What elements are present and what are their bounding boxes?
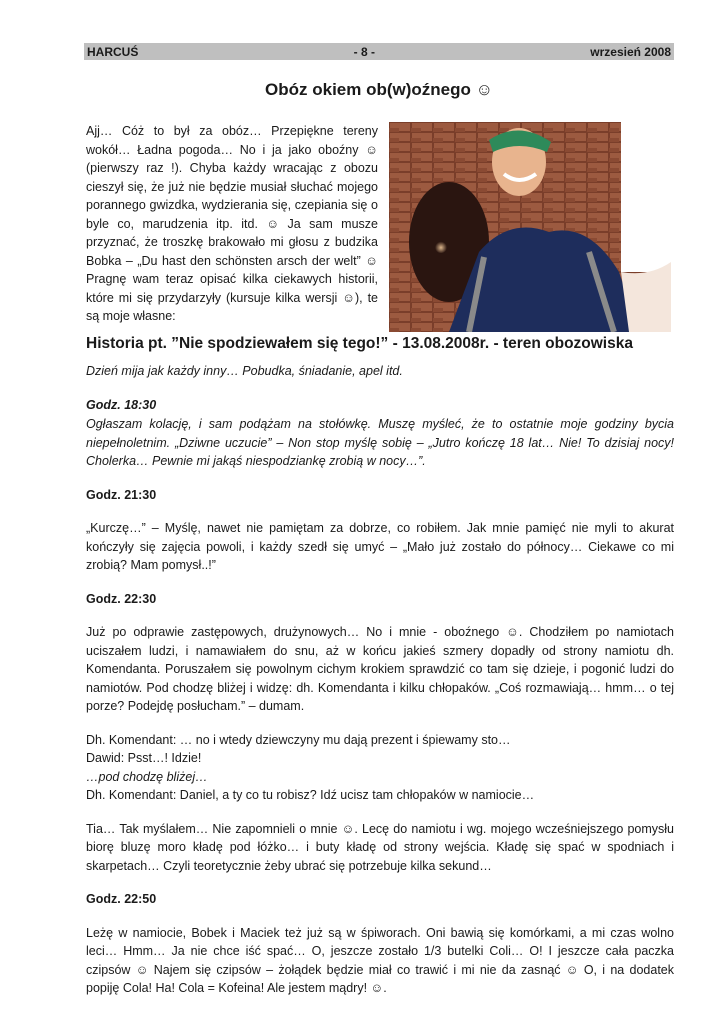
header-page-number: - 8 - (353, 44, 375, 59)
time-label-2230: Godz. 22:30 (86, 591, 157, 606)
story-intro-line: Dzień mija jak każdy inny… Pobudka, śniadanie, apel itd. (86, 364, 403, 378)
time-label-2130: Godz. 21:30 (86, 487, 157, 502)
dialogue-line-3: …pod chodzę bliżej… (86, 769, 208, 784)
time-label-2250: Godz. 22:50 (86, 892, 157, 906)
header-publication: HARCUŚ (87, 44, 139, 59)
paragraph-2230: Już po odprawie zastępowych, drużynowych… No i mnie - oboźnego ☺. Chodziłem po namiotach uciszałem ludzi, i namawiałem do snu, aż w końcu jakieś szmery dopadły od strony namiotu dh. Komendanta. Poruszałem się powolnym cichym krokiem sprawdzić co tam się dzieje, i pogonić ludzi do namiotów. Pod chodzę bliżej i widzę: dh. Komendanta i kilku chłopaków. „Coś rozmawiają… hmm… o tej porze? Podejdę posłucham.” – dumam. (86, 625, 674, 713)
dialogue-line-4: Dh. Komendant: Daniel, a ty co tu robisz? Idź ucisz tam chłopaków w namiocie… (86, 788, 535, 802)
paragraph-1830: Ogłaszam kolację, i sam podążam na stołówkę. Muszę myśleć, że to ostatnie moje godziny bycia niepełnoletnim. „Dziwne uczucie” – Non stop myślę sobię – „Jutro kończę 18 lat… Nie! To dzisiaj nocy! Cholerka… Pewnie mi jakąś niespodziankę zrobią w nocy…”. (86, 417, 674, 468)
article-photo (389, 122, 671, 332)
paragraph-2230-continued: Tia… Tak myślałem… Nie zapomnieli o mnie ☺. Lecę do namiotu i wg. mojego wcześniejszego pomysłu biorę bluzę moro kładę pod łóżko… i buty kładę od strony wejścia. Kładę się spać w spodniach i skarpetach… Czyli teoretycznie żeby ubrać się potrzebuje kilka sekund… (86, 821, 674, 873)
intro-paragraph: Ajj… Cóż to był za obóz… Przepiękne tereny wokół… Ładna pogoda… No i ja jako oboźny ☺ (pierwszy raz !). Chyba każdy wracając z obozu cieszył się, że już nie będzie musiał słuchać mojego porannego gwizdka, wydzierania się, czepiania się o byle co, marudzenia itp. itd. ☺ Ja sam musze przyznać, że troszkę brakowało mi głosu z budzika Bobka – „Du hast den schönsten arsch der welt” ☺ Pragnę wam teraz opisać kilka ciekawych historii, które mi się przydarzyły (kursuje kilka wersji ☺), te są moje własne: (86, 124, 378, 323)
dialogue-line-2: Dawid: Psst…! Idzie! (86, 751, 202, 765)
article-title: Obóz okiem ob(w)oźnego ☺ (265, 80, 493, 99)
section-title: Historia pt. ”Nie spodziewałem się tego!” - 13.08.2008r. - teren obozowiska (86, 335, 633, 352)
time-label-1830: Godz. 18:30 (86, 397, 157, 412)
header-date: wrzesień 2008 (590, 44, 671, 59)
page-header (84, 43, 674, 60)
story-content (86, 362, 674, 1013)
paragraph-2130: „Kurczę…” – Myślę, nawet nie pamiętam za dobrze, co robiłem. Jak mnie pamięć nie myli to akurat kończyły się zajęcia powoli, i każdy szedł się umyć – „Mało już zostało do północy… Ciekawe co mi zrobią? Mam pomysł..!” (86, 521, 674, 572)
paragraph-2250: Leżę w namiocie, Bobek i Maciek też już są w śpiworach. Oni bawią się komórkami, a mi czas wolno leci… Hmm… Ja nie chce iść spać… O, jeszcze zostało 1/3 butelki Coli… O! I jeszcze cała paczka czipsów ☺ Najem się czipsów – żołądek będzie miał co trawić i mi nie da zasnąć ☺ O, i na dodatek popiję Cola! Ha! Cola = Kofeina! Ale jestem mądry! ☺. (86, 925, 674, 995)
tunnel-photo-image (389, 122, 671, 332)
dialogue-line-1: Dh. Komendant: … no i wtedy dziewczyny mu dają prezent i śpiewamy sto… (86, 732, 511, 747)
